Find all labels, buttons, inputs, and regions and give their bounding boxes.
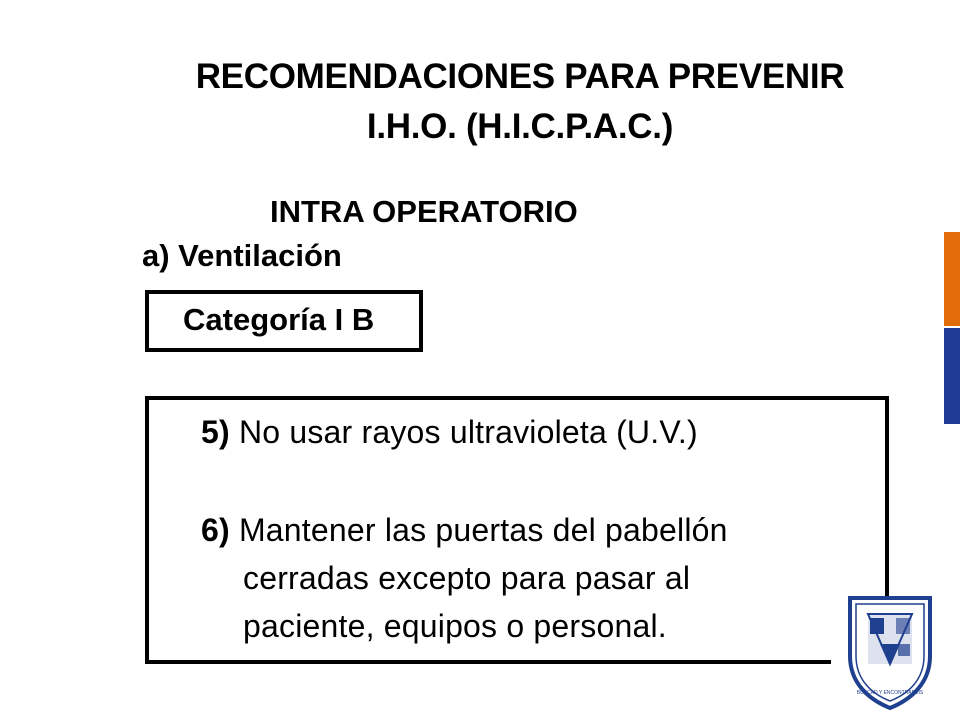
title-line-1: RECOMENDACIONES PARA PREVENIR [195,57,845,96]
recommendation-5-number: 5) [201,414,230,450]
recommendation-6-text-line-1: Mantener las puertas del pabellón [238,512,728,548]
title-line-2: I.H.O. (H.I.C.P.A.C.) [366,107,674,146]
category-box [145,290,423,352]
recommendation-6 [201,506,728,650]
slide-title [0,52,960,152]
recommendation-5-text: No usar rayos ultravioleta (U.V.) [238,414,698,450]
recommendations-box [145,396,889,664]
recommendation-5 [201,408,698,456]
recommendation-6-text-line-3: paciente, equipos o personal. [243,608,667,644]
university-logo-icon [846,594,934,710]
accent-bar-blue [944,328,960,424]
subtitle: INTRA OPERATORIO [270,194,578,229]
category-label: Categoría I B [183,302,375,337]
recommendation-6-text-line-2: cerradas excepto para pasar al [243,560,691,596]
logo-motto: BUSCAD Y ENCONTRARÉIS [856,690,924,696]
accent-bar-orange [944,232,960,326]
recommendation-6-number: 6) [201,512,230,548]
section-heading: a) Ventilación [142,238,342,273]
